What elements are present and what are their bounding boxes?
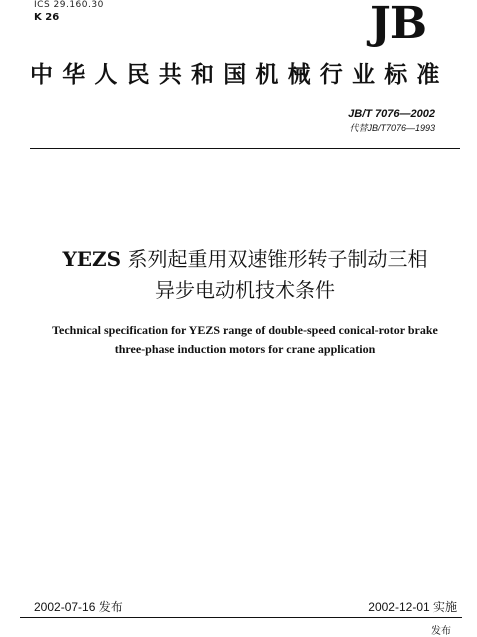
title-model-code: YEZS [62, 247, 122, 271]
ics-code: ICS 29.160.30 [34, 0, 104, 10]
document-title-cn-line1 [30, 249, 460, 269]
standard-number: JB/T 7076—2002 [348, 108, 435, 120]
document-title-en-line1: Technical specification for YEZS range of double-speed conical-rotor brake [52, 323, 438, 337]
document-title-en-line2: three-phase induction motors for crane application [114, 342, 376, 356]
implementation-date: 2002-12-01 实施 [368, 600, 457, 614]
document-title-cn-line2: 异步电动机技术条件 [155, 278, 335, 302]
standard-title: 中华人民共和国机械行业标准 [30, 62, 449, 88]
replaces-note: 代替JB/T7076—1993 [349, 123, 435, 133]
jb-logo: JB [370, 0, 427, 49]
issue-date: 2002-07-16 发布 [34, 600, 123, 614]
issuer-text: 发布 [431, 626, 451, 637]
footer-rule [20, 617, 462, 618]
classification-code: K 26 [34, 12, 60, 23]
title-cn-line1-text: 系列起重用双速锥形转子制动三相 [121, 247, 428, 271]
header-rule [30, 148, 460, 149]
